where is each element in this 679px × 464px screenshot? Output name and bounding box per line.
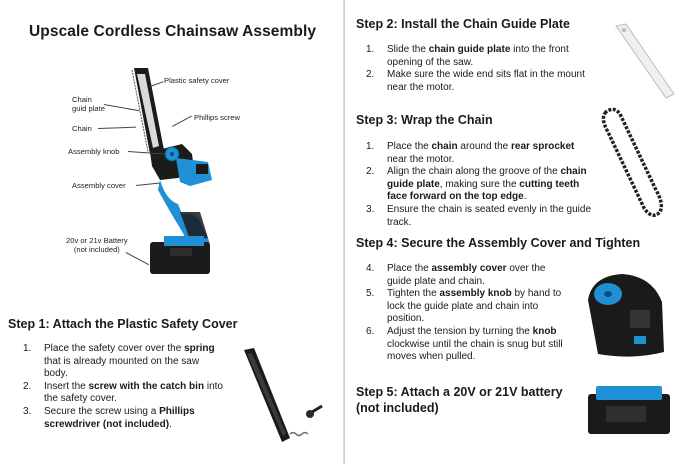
bold-text: spring — [184, 343, 215, 354]
bold-text: screw with the catch bin — [88, 380, 205, 392]
text-segment: . — [169, 418, 172, 430]
list-item-line — [387, 69, 606, 82]
list-item-line — [44, 381, 233, 394]
list-item-line — [387, 57, 606, 70]
list-item-number: 1. — [366, 44, 375, 55]
step4-heading: Step 4: Secure the Assembly Cover and Tighten — [356, 236, 641, 250]
list-item-line — [387, 313, 582, 326]
text-segment: into the front — [510, 44, 569, 55]
list-item-line — [387, 179, 602, 192]
text-segment: guide plate and chain. — [387, 275, 485, 287]
text-segment: near the motor. — [387, 153, 455, 165]
text-segment: near the motor. — [387, 81, 455, 93]
list-item — [366, 69, 606, 94]
assembly-cover-illustration — [582, 266, 676, 362]
label-phillips-screw: Phillips screw — [194, 113, 240, 122]
list-item-line — [44, 393, 233, 406]
list-item-line — [387, 301, 582, 314]
list-item-line — [387, 276, 582, 289]
chainsaw-diagram — [120, 62, 230, 280]
step5-heading — [356, 385, 563, 416]
list-item — [366, 263, 582, 288]
text-segment: . — [523, 191, 527, 203]
chain-illustration — [596, 104, 668, 222]
text-segment: Ensure the chain is seated evenly in the guide track. — [387, 203, 592, 228]
list-item-line — [44, 368, 233, 381]
bold-text: knob — [532, 325, 557, 337]
label-chain: Chain — [72, 124, 92, 133]
list-item-line — [387, 191, 602, 204]
list-item — [366, 288, 582, 326]
list-item — [23, 406, 233, 431]
step4-list — [366, 263, 582, 364]
text-segment: around the — [457, 141, 511, 152]
text-segment: , making sure the — [439, 178, 520, 190]
list-item-line — [387, 166, 602, 179]
panel-divider — [344, 0, 345, 464]
list-item-number: 2. — [366, 166, 375, 178]
label-battery-line1: 20v or 21v Battery — [66, 236, 128, 245]
step5-heading-line1: Step 5: Attach a 20V or 21V battery — [356, 385, 563, 399]
text-segment: Insert the — [44, 380, 89, 392]
bold-text: assembly cover — [431, 263, 507, 274]
bold-text: screwdriver (not included) — [44, 418, 170, 430]
text-segment: by hand to — [511, 288, 562, 300]
list-item — [23, 381, 233, 406]
bold-text: chain — [431, 141, 458, 152]
bold-text: cutting teeth — [519, 178, 580, 190]
battery-illustration — [584, 382, 674, 438]
list-item-line — [387, 339, 582, 352]
text-segment: position. — [387, 313, 425, 325]
list-item-line — [44, 356, 233, 369]
list-item-line — [387, 141, 602, 154]
page-title: Upscale Cordless Chainsaw Assembly — [29, 23, 317, 40]
text-segment: Adjust the tension by turning the — [387, 325, 533, 337]
list-item-line — [387, 326, 582, 339]
text-segment: that is already mounted on the saw — [44, 355, 200, 367]
text-segment: opening of the saw. — [387, 56, 474, 68]
battery-pack — [150, 242, 210, 274]
label-chain-guide-plate — [72, 95, 105, 113]
list-item-number: 2. — [366, 69, 375, 81]
list-item-line — [387, 288, 582, 301]
list-item-line — [44, 343, 233, 356]
list-item — [366, 141, 602, 166]
list-item-line — [387, 44, 606, 57]
bold-text: chain — [560, 166, 587, 178]
list-item-number: 1. — [366, 141, 375, 152]
list-item — [366, 44, 606, 69]
label-chain-guide-plate-line2: guid plate — [72, 104, 105, 113]
bold-text: rear sprocket — [510, 141, 575, 152]
text-segment: Align the chain along the groove of the — [387, 166, 561, 178]
list-item — [23, 343, 233, 381]
label-plastic-safety-cover: Plastic safety cover — [164, 76, 230, 85]
text-segment: moves when pulled. — [387, 351, 476, 363]
list-item-number: 5. — [366, 288, 375, 300]
text-segment: lock the guide plate and chain into — [387, 300, 539, 312]
list-item-line — [44, 406, 233, 419]
spring-icon — [290, 433, 308, 436]
label-chain-guide-plate-line1: Chain — [72, 95, 92, 104]
step1-list — [23, 343, 233, 431]
text-segment: clockwise until the chain is snug but still — [387, 338, 563, 350]
bold-text: assembly knob — [439, 288, 512, 300]
text-segment: into — [204, 380, 223, 392]
list-item-line — [387, 351, 582, 364]
list-item-line — [44, 419, 233, 432]
list-item — [366, 204, 602, 229]
bold-text: guide plate — [387, 178, 440, 190]
list-item-line — [387, 154, 602, 167]
text-segment: Place the — [387, 263, 432, 274]
screw-icon — [306, 406, 322, 418]
list-item-line — [387, 263, 582, 276]
list-item — [366, 166, 602, 204]
step1-heading: Step 1: Attach the Plastic Safety Cover — [8, 317, 238, 331]
label-assembly-cover: Assembly cover — [72, 181, 126, 190]
list-item-number: 2. — [23, 380, 32, 392]
label-assembly-knob: Assembly knob — [68, 147, 120, 156]
text-segment: body. — [44, 368, 68, 380]
text-segment: Place the safety cover over the — [44, 343, 185, 354]
list-item-number: 3. — [366, 203, 375, 215]
text-segment: Make sure the wide end sits flat in the mount — [387, 69, 585, 81]
text-segment: over the — [506, 263, 546, 274]
list-item — [366, 326, 582, 364]
list-item-number: 1. — [23, 343, 32, 354]
guide-plate-illustration — [612, 22, 676, 100]
list-item-number: 3. — [23, 405, 32, 417]
bold-text: face forward on the top edge — [387, 191, 524, 203]
text-segment: Tighten the — [387, 288, 440, 300]
step2-list — [366, 44, 606, 94]
step5-heading-line2: (not included) — [356, 400, 439, 415]
text-segment: Place the — [387, 141, 432, 152]
list-item-line — [387, 204, 602, 229]
text-segment: the safety cover. — [44, 393, 117, 405]
bold-text: Phillips — [159, 405, 195, 417]
step3-list — [366, 141, 602, 229]
list-item-line — [387, 82, 606, 95]
text-segment: Slide the — [387, 44, 429, 55]
label-battery-line2: (not included) — [73, 245, 120, 254]
step2-heading: Step 2: Install the Chain Guide Plate — [356, 17, 570, 31]
list-item-number: 6. — [366, 325, 375, 337]
text-segment: Secure the screw using a — [44, 405, 160, 417]
safety-cover-illustration — [238, 346, 334, 446]
list-item-number: 4. — [366, 263, 375, 274]
step3-heading: Step 3: Wrap the Chain — [356, 113, 493, 127]
label-battery — [66, 236, 128, 254]
bold-text: chain guide plate — [428, 44, 511, 55]
